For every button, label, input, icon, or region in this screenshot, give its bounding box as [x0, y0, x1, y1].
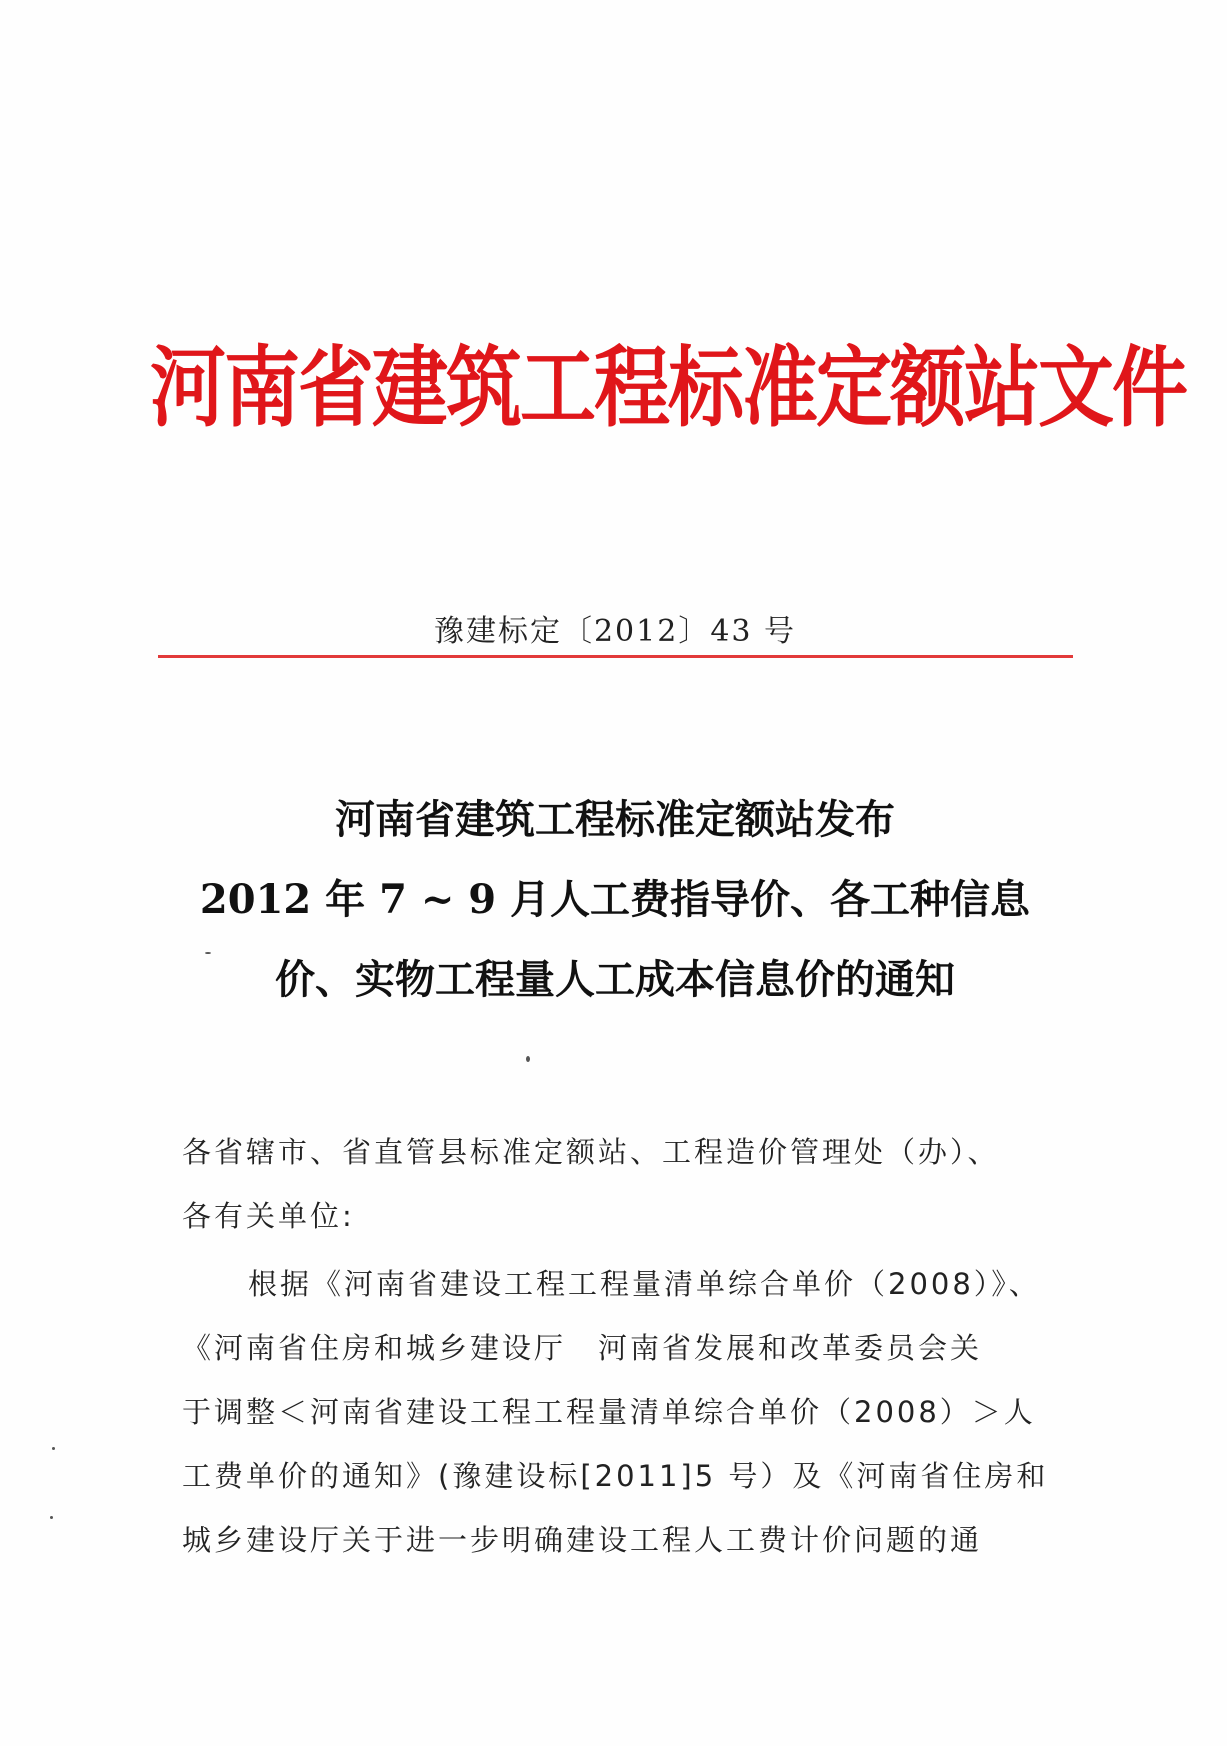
- body-line-5: 城乡建设厅关于进一步明确建设工程人工费计价问题的通: [182, 1523, 983, 1557]
- document-number: 豫建标定〔2012〕43 号: [433, 614, 797, 649]
- addressee-line-1: 各省辖市、省直管县标准定额站、工程造价管理处（办）、: [182, 1135, 1000, 1169]
- scan-speck: [52, 1447, 55, 1450]
- body-line-4: 工费单价的通知》(豫建设标[2011]5 号）及《河南省住房和: [182, 1459, 1049, 1493]
- body-paragraph: [182, 1252, 1049, 1572]
- body-line-1: 根据《河南省建设工程工程量清单综合单价（2008）》、: [248, 1267, 1041, 1301]
- agency-header-title: 河南省建筑工程标准定额站文件: [150, 336, 1186, 439]
- addressee-line-2: 各有关单位:: [182, 1199, 355, 1233]
- scan-speck: [526, 1056, 530, 1062]
- notice-title-line-1: 河南省建筑工程标准定额站发布: [335, 796, 895, 843]
- addressee-block: [182, 1120, 1042, 1248]
- notice-title: [150, 780, 1080, 1020]
- red-divider-rule: [158, 655, 1073, 658]
- notice-title-line-2: 2012 年 7 ~ 9 月人工费指导价、各工种信息: [199, 876, 1031, 923]
- body-line-3: 于调整＜河南省建设工程工程量清单综合单价（2008）＞人: [182, 1395, 1036, 1429]
- body-line-2: 《河南省住房和城乡建设厅 河南省发展和改革委员会关: [182, 1331, 983, 1365]
- notice-title-line-3: 价、实物工程量人工成本信息价的通知: [275, 956, 955, 1003]
- scan-speck: [50, 1516, 53, 1519]
- scan-speck: [205, 952, 211, 954]
